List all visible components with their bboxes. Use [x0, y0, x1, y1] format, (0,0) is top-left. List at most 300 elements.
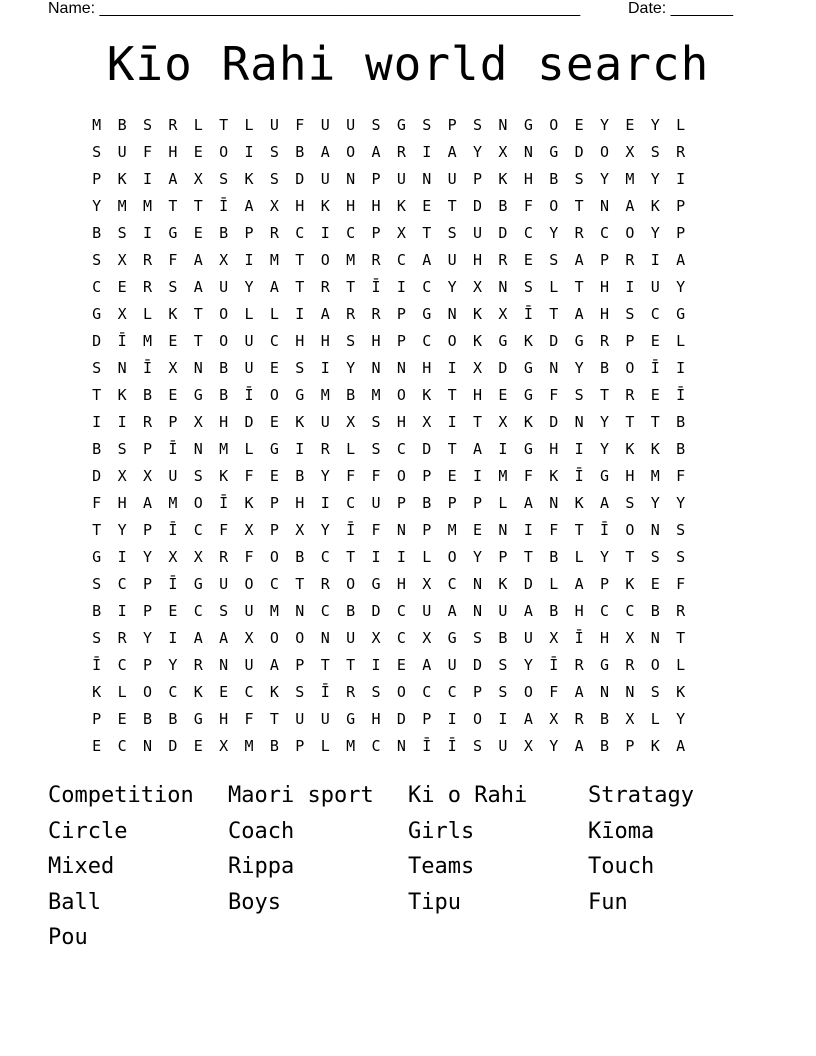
grid-cell: M [346, 251, 356, 269]
grid-cell: U [320, 413, 330, 431]
grid-cell: R [574, 224, 584, 242]
grid-cell: P [473, 494, 483, 512]
grid-cell: B [295, 467, 305, 485]
grid-cell: U [219, 278, 229, 296]
grid-cell: P [269, 521, 279, 539]
word-list-item: Ball [48, 889, 101, 915]
word-list-item: Stratagy [588, 783, 694, 808]
word-list-item: Girls [408, 818, 475, 844]
grid-cell: C [168, 683, 178, 701]
grid-cell: L [117, 683, 127, 701]
grid-cell: C [117, 575, 127, 593]
grid-cell: A [523, 710, 533, 728]
grid-cell: A [320, 143, 330, 161]
grid-cell: S [422, 116, 432, 134]
grid-cell: I [447, 710, 457, 728]
grid-cell: U [320, 170, 330, 188]
grid-cell: S [269, 170, 279, 188]
grid-cell: R [168, 116, 178, 134]
grid-cell: P [676, 197, 686, 215]
grid-cell: A [244, 197, 254, 215]
grid-cell: H [396, 575, 406, 593]
grid-cell: F [244, 548, 254, 566]
grid-row [84, 166, 693, 193]
grid-cell: N [498, 521, 508, 539]
grid-cell: D [549, 332, 559, 350]
grid-cell: R [320, 278, 330, 296]
grid-cell: P [371, 224, 381, 242]
grid-cell: C [295, 224, 305, 242]
grid-cell: I [92, 413, 102, 431]
date-field-line: Date: _______ [628, 0, 733, 17]
grid-cell: X [396, 224, 406, 242]
grid-cell: H [396, 413, 406, 431]
grid-row [84, 355, 693, 382]
grid-cell: G [523, 359, 533, 377]
grid-cell: E [168, 602, 178, 620]
grid-cell: Y [117, 521, 127, 539]
grid-cell: H [599, 278, 610, 296]
grid-cell: Y [599, 548, 610, 566]
grid-cell: S [676, 521, 686, 539]
grid-cell: M [269, 602, 279, 620]
grid-cell: G [92, 305, 102, 323]
letter-grid [84, 112, 693, 760]
grid-cell: E [523, 251, 533, 269]
grid-cell: D [371, 602, 381, 620]
grid-cell: B [295, 143, 305, 161]
grid-cell: H [295, 494, 305, 512]
grid-cell: S [371, 413, 381, 431]
grid-cell: M [625, 170, 635, 188]
grid-cell: X [295, 521, 305, 539]
grid-cell: D [473, 656, 483, 674]
grid-cell: B [168, 710, 178, 728]
grid-cell: L [498, 494, 508, 512]
grid-cell: T [92, 386, 102, 404]
grid-cell: H [574, 602, 584, 620]
grid-cell: X [193, 548, 203, 566]
grid-cell: A [269, 278, 279, 296]
grid-cell: O [193, 494, 203, 512]
grid-cell: P [92, 170, 102, 188]
grid-row [84, 463, 693, 490]
grid-cell: M [168, 494, 178, 512]
grid-cell: G [371, 575, 381, 593]
grid-cell: A [219, 629, 229, 647]
grid-cell: T [447, 197, 457, 215]
grid-cell: U [320, 116, 330, 134]
grid-cell: U [219, 575, 229, 593]
grid-cell: H [473, 386, 483, 404]
grid-cell: Ī [320, 683, 330, 701]
grid-cell: N [447, 305, 457, 323]
grid-cell: R [625, 251, 635, 269]
grid-cell: F [549, 521, 559, 539]
grid-cell: Y [320, 467, 330, 485]
grid-cell: I [244, 143, 254, 161]
word-list-item: Kīoma [588, 818, 655, 844]
grid-cell: X [117, 251, 127, 269]
grid-cell: B [599, 737, 610, 755]
grid-cell: C [396, 440, 406, 458]
grid-cell: A [625, 197, 635, 215]
grid-cell: I [650, 251, 660, 269]
grid-cell: Ī [422, 737, 432, 755]
grid-cell: U [117, 143, 127, 161]
grid-cell: S [549, 251, 559, 269]
grid-cell: H [371, 332, 381, 350]
grid-cell: A [193, 629, 203, 647]
grid-cell: R [117, 629, 127, 647]
grid-cell: S [498, 656, 508, 674]
grid-cell: K [574, 494, 584, 512]
grid-row [84, 301, 693, 328]
grid-cell: O [295, 629, 305, 647]
grid-row [84, 733, 693, 760]
grid-cell: A [447, 602, 457, 620]
grid-cell: H [371, 710, 381, 728]
grid-cell: U [422, 602, 432, 620]
grid-cell: U [295, 710, 305, 728]
grid-cell: N [473, 575, 483, 593]
grid-cell: P [473, 683, 483, 701]
grid-cell: S [625, 305, 635, 323]
grid-cell: Ī [599, 521, 610, 539]
word-list-item: Touch [588, 854, 655, 879]
grid-cell: N [320, 629, 330, 647]
grid-cell: C [396, 251, 406, 269]
grid-cell: H [117, 494, 127, 512]
grid-cell: P [422, 467, 432, 485]
grid-cell: S [498, 683, 508, 701]
grid-cell: P [599, 251, 610, 269]
grid-cell: M [650, 467, 660, 485]
grid-cell: T [574, 197, 584, 215]
grid-cell: Ī [142, 359, 152, 377]
grid-cell: T [320, 656, 330, 674]
grid-cell: E [650, 386, 660, 404]
grid-cell: U [447, 251, 457, 269]
grid-cell: B [269, 737, 279, 755]
grid-row [84, 274, 693, 301]
grid-cell: Y [599, 116, 610, 134]
grid-cell: K [523, 413, 533, 431]
grid-cell: B [219, 359, 229, 377]
grid-cell: T [295, 251, 305, 269]
grid-cell: E [269, 359, 279, 377]
grid-cell: H [295, 332, 305, 350]
grid-cell: N [599, 197, 610, 215]
grid-cell: K [676, 683, 686, 701]
grid-cell: H [371, 197, 381, 215]
grid-cell: U [447, 170, 457, 188]
grid-cell: L [549, 575, 559, 593]
grid-cell: S [219, 602, 229, 620]
grid-cell: S [650, 548, 660, 566]
grid-cell: G [498, 332, 508, 350]
grid-cell: G [269, 440, 279, 458]
grid-cell: M [142, 332, 152, 350]
grid-cell: O [447, 548, 457, 566]
grid-cell: F [168, 251, 178, 269]
grid-cell: C [447, 683, 457, 701]
grid-cell: R [346, 683, 356, 701]
page-title: Kīo Rahi world search [106, 37, 710, 91]
grid-cell: S [269, 143, 279, 161]
grid-cell: S [92, 143, 102, 161]
grid-cell: X [142, 467, 152, 485]
grid-cell: X [498, 413, 508, 431]
grid-cell: S [168, 278, 178, 296]
grid-cell: O [625, 224, 635, 242]
grid-cell: I [498, 710, 508, 728]
grid-cell: X [549, 710, 559, 728]
grid-cell: K [498, 170, 508, 188]
grid-cell: K [625, 440, 635, 458]
grid-cell: N [117, 359, 127, 377]
grid-cell: Ī [92, 656, 102, 674]
grid-cell: S [371, 683, 381, 701]
grid-cell: T [92, 521, 102, 539]
grid-cell: U [396, 170, 406, 188]
grid-cell: F [371, 521, 381, 539]
grid-cell: Y [676, 710, 686, 728]
grid-cell: E [269, 413, 279, 431]
grid-cell: Ī [346, 521, 356, 539]
grid-cell: U [523, 629, 533, 647]
grid-cell: D [574, 143, 584, 161]
grid-cell: H [168, 143, 178, 161]
grid-cell: A [371, 143, 381, 161]
grid-cell: S [92, 575, 102, 593]
grid-cell: P [396, 494, 406, 512]
grid-cell: P [396, 305, 406, 323]
grid-cell: N [549, 359, 559, 377]
grid-cell: N [142, 737, 152, 755]
grid-cell: K [549, 467, 559, 485]
grid-cell: B [142, 386, 152, 404]
grid-cell: T [295, 575, 305, 593]
grid-cell: O [396, 467, 406, 485]
grid-cell: T [346, 548, 356, 566]
grid-cell: U [244, 359, 254, 377]
grid-cell: L [320, 737, 330, 755]
grid-cell: P [269, 494, 279, 512]
grid-cell: T [574, 521, 584, 539]
grid-cell: H [599, 305, 610, 323]
grid-cell: Ī [371, 278, 381, 296]
grid-cell: G [523, 440, 533, 458]
grid-cell: S [92, 251, 102, 269]
grid-cell: P [295, 737, 305, 755]
grid-cell: Ī [168, 440, 178, 458]
grid-cell: Y [599, 440, 610, 458]
grid-cell: O [396, 386, 406, 404]
word-list-item: Tipu [408, 889, 461, 915]
grid-row [84, 544, 693, 571]
grid-cell: X [523, 737, 533, 755]
grid-cell: E [625, 116, 635, 134]
grid-cell: K [473, 305, 483, 323]
grid-cell: E [422, 197, 432, 215]
grid-cell: A [320, 305, 330, 323]
word-list-item: Ki o Rahi [408, 783, 528, 808]
grid-cell: S [295, 359, 305, 377]
grid-cell: Y [574, 359, 584, 377]
grid-cell: M [498, 467, 508, 485]
grid-cell: G [295, 386, 305, 404]
grid-cell: Y [549, 224, 559, 242]
grid-cell: F [549, 386, 559, 404]
word-list-item: Competition [48, 783, 194, 808]
grid-cell: N [498, 116, 508, 134]
grid-cell: O [625, 359, 635, 377]
grid-cell: P [447, 494, 457, 512]
word-list [48, 780, 768, 958]
grid-cell: A [676, 737, 686, 755]
grid-cell: I [117, 413, 127, 431]
grid-cell: E [117, 278, 127, 296]
grid-cell: K [269, 683, 279, 701]
grid-cell: N [498, 278, 508, 296]
grid-cell: P [142, 440, 152, 458]
grid-cell: Y [523, 656, 533, 674]
grid-cell: B [92, 602, 102, 620]
grid-cell: Y [320, 521, 330, 539]
grid-cell: B [599, 359, 610, 377]
grid-cell: Y [599, 170, 610, 188]
grid-cell: A [574, 575, 584, 593]
grid-cell: C [269, 575, 279, 593]
grid-cell: A [168, 170, 178, 188]
grid-cell: S [219, 170, 229, 188]
grid-cell: Ī [168, 575, 178, 593]
grid-cell: B [346, 386, 356, 404]
grid-cell: M [269, 251, 279, 269]
grid-cell: R [320, 575, 330, 593]
grid-cell: B [676, 413, 686, 431]
grid-cell: L [193, 116, 203, 134]
grid-cell: F [523, 467, 533, 485]
grid-cell: P [473, 170, 483, 188]
grid-cell: S [523, 278, 533, 296]
grid-cell: K [422, 386, 432, 404]
grid-cell: D [523, 575, 533, 593]
grid-cell: X [346, 413, 356, 431]
grid-cell: G [523, 386, 533, 404]
grid-cell: L [244, 305, 254, 323]
grid-cell: D [295, 170, 305, 188]
grid-row [84, 652, 693, 679]
grid-cell: O [269, 386, 279, 404]
grid-cell: L [676, 116, 686, 134]
grid-cell: P [625, 332, 635, 350]
grid-cell: E [498, 386, 508, 404]
grid-cell: I [396, 278, 406, 296]
grid-cell: K [498, 575, 508, 593]
grid-cell: B [92, 224, 102, 242]
grid-cell: K [473, 332, 483, 350]
grid-cell: U [244, 656, 254, 674]
grid-cell: B [346, 602, 356, 620]
grid-cell: K [396, 197, 406, 215]
grid-cell: A [574, 683, 584, 701]
grid-cell: X [117, 467, 127, 485]
grid-cell: S [295, 683, 305, 701]
grid-cell: I [498, 440, 508, 458]
grid-cell: C [117, 656, 127, 674]
grid-cell: O [320, 251, 330, 269]
grid-cell: U [269, 116, 279, 134]
grid-cell: H [295, 197, 305, 215]
grid-cell: O [244, 575, 254, 593]
grid-cell: E [193, 737, 203, 755]
grid-cell: X [269, 197, 279, 215]
grid-cell: Ī [676, 386, 686, 404]
grid-cell: H [625, 467, 635, 485]
grid-cell: X [244, 629, 254, 647]
grid-cell: I [142, 224, 152, 242]
grid-cell: O [219, 332, 229, 350]
grid-cell: P [422, 710, 432, 728]
grid-cell: K [295, 413, 305, 431]
grid-cell: A [574, 737, 584, 755]
grid-cell: O [523, 683, 533, 701]
grid-cell: K [523, 332, 533, 350]
grid-cell: I [117, 548, 127, 566]
grid-cell: A [574, 251, 584, 269]
grid-cell: Y [346, 359, 356, 377]
grid-cell: B [549, 602, 559, 620]
grid-cell: X [244, 521, 254, 539]
grid-cell: A [523, 602, 533, 620]
grid-cell: L [244, 440, 254, 458]
grid-cell: X [625, 629, 635, 647]
grid-cell: D [549, 413, 559, 431]
grid-cell: S [142, 116, 152, 134]
grid-cell: U [320, 710, 330, 728]
grid-cell: H [549, 440, 559, 458]
grid-cell: G [168, 224, 178, 242]
grid-cell: E [447, 467, 457, 485]
grid-cell: F [523, 197, 533, 215]
grid-cell: O [142, 683, 152, 701]
grid-cell: B [650, 602, 660, 620]
grid-cell: T [193, 305, 203, 323]
grid-cell: R [219, 548, 229, 566]
grid-cell: I [244, 251, 254, 269]
grid-cell: I [117, 602, 127, 620]
grid-cell: E [168, 386, 178, 404]
grid-cell: L [676, 656, 686, 674]
grid-cell: A [422, 251, 432, 269]
grid-cell: E [574, 116, 584, 134]
grid-cell: R [574, 656, 584, 674]
grid-cell: E [396, 656, 406, 674]
grid-cell: F [219, 521, 229, 539]
grid-cell: E [193, 224, 203, 242]
grid-cell: C [244, 683, 254, 701]
grid-cell: K [625, 575, 635, 593]
grid-cell: E [92, 737, 102, 755]
grid-cell: C [447, 575, 457, 593]
grid-cell: G [193, 386, 203, 404]
grid-cell: K [650, 737, 660, 755]
grid-cell: G [599, 656, 610, 674]
grid-cell: R [574, 710, 584, 728]
grid-cell: U [650, 278, 660, 296]
